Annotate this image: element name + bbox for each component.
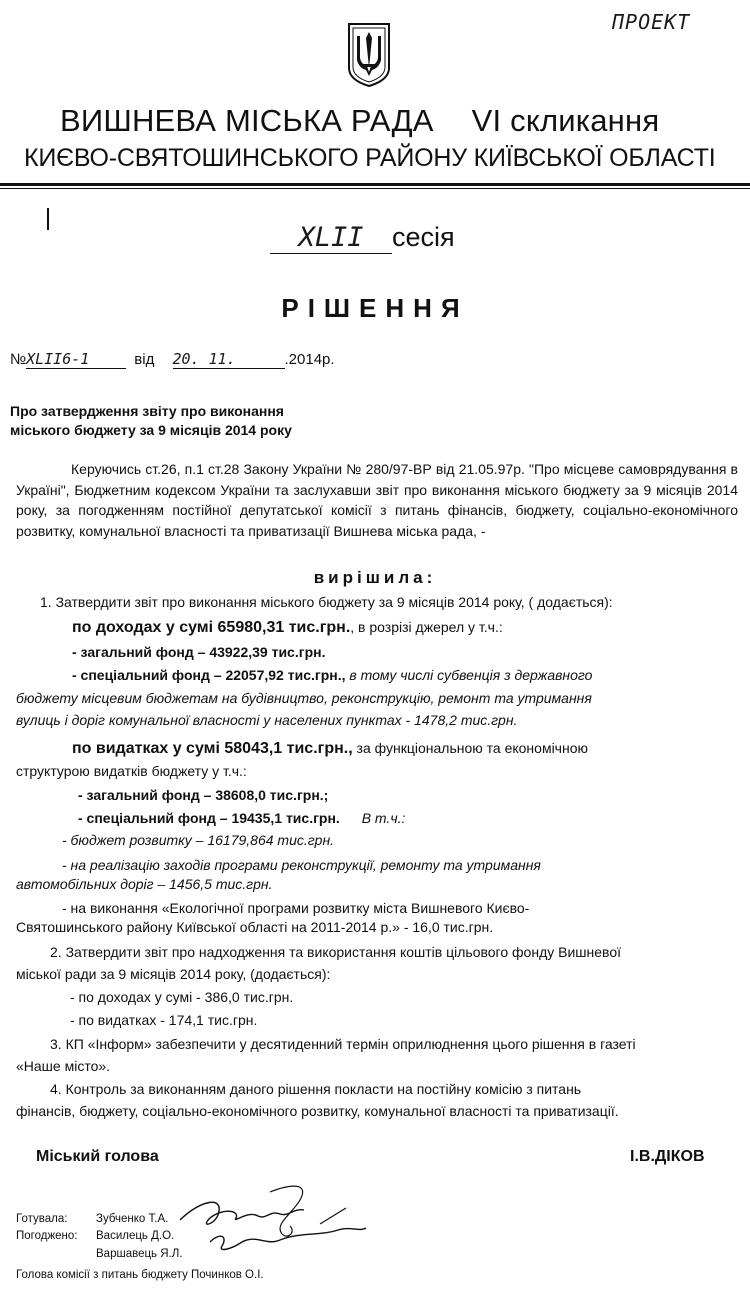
preamble: Керуючись ст.26, п.1 ст.28 Закону України № 280/97-ВР від 21.05.97р. "Про місцеве самоврядування в Україні", Бюджетним кодексом України та заслухавши звіт про виконання міського бюджету за 9 місяців 2014 року, за погодженням постійної депутатської комісії з питань фінансів, бюджету, соціально-економічного розвитку, комунальної власності та приватизації Вишнева міська рада, -	[16, 461, 738, 539]
roads-program	[16, 855, 738, 876]
agreed-label: Погоджено:	[16, 1230, 78, 1242]
session-label: сесія	[392, 222, 455, 252]
item-3-b: «Наше місто».	[16, 1058, 111, 1074]
item-4: 4. Контроль за виконанням даного рішення покласти на постійну комісію з питань	[50, 1081, 582, 1097]
income-line	[72, 619, 750, 637]
special-fund-note-2: бюджету місцевим бюджетам на будівництво, реконструкцію, ремонт та утримання	[16, 690, 592, 706]
eco-program-1: - на виконання «Екологічної програми розвитку міста Вишневого Києво-	[62, 900, 530, 916]
expense-general-fund: - загальний фонд – 38608,0 тис.грн.;	[78, 787, 329, 803]
special-fund-note: в тому числі субвенція з державного	[345, 667, 593, 683]
decision-number: XLII6-1	[26, 350, 126, 369]
item-2-b: міської ради за 9 місяців 2014 року, (додається):	[16, 966, 331, 982]
income-general-fund: - загальний фонд – 43922,39 тис.грн.	[72, 644, 326, 660]
number-prefix: №	[10, 351, 27, 368]
resolved-heading: вирішила:	[313, 568, 437, 587]
expense-line	[72, 740, 750, 758]
income-special-fund	[72, 667, 750, 683]
item-1: 1. Затвердити звіт про виконання міського бюджету за 9 місяців 2014 року, ( додається):	[40, 594, 613, 610]
income-total: по доходах у сумі 65980,31 тис.грн.	[72, 619, 351, 636]
mayor-role: Міський голова	[36, 1148, 159, 1165]
council-name: ВИШНЕВА МІСЬКА РАДА	[60, 103, 434, 138]
special-fund-note-3: вулиць і доріг комунальної власності у населених пунктах - 1478,2 тис.грн.	[16, 712, 518, 728]
committee-head: Голова комісії з питань бюджету Починков О.І.	[16, 1269, 264, 1281]
decision-title: РІШЕННЯ	[281, 293, 469, 323]
district-title: КИЄВО-СВЯТОШИНСЬКОГО РАЙОНУ КИЇВСЬКОЇ ОБЛАСТІ	[24, 144, 716, 172]
agreed-name-1: Василець Д.О.	[96, 1230, 175, 1242]
header-rule	[0, 183, 750, 186]
special-fund-total: - спеціальний фонд – 22057,92 тис.грн.,	[72, 667, 346, 683]
decision-date: 20. 11.	[173, 350, 285, 369]
eco-program-2: Святошинського району Київської області на 2011-2014 р.» - 16,0 тис.грн.	[16, 919, 494, 935]
development-budget-text: - бюджет розвитку – 16179,864 тис.грн.	[62, 832, 335, 848]
expense-structure-2: структурою видатків бюджету у т.ч.:	[16, 763, 247, 779]
eco-program	[16, 898, 738, 919]
expense-special-incl: В т.ч.:	[361, 810, 406, 826]
expense-total: по видатках у сумі 58043,1 тис.грн.,	[72, 740, 353, 757]
development-budget	[62, 832, 750, 848]
subject-line-2: міського бюджету за 9 місяців 2014 року	[10, 422, 292, 438]
header-rule-thin	[0, 188, 750, 189]
session-line	[270, 222, 455, 254]
decision-meta	[10, 350, 335, 369]
session-number: XLII	[270, 222, 392, 254]
prepared-name: Зубченко Т.А.	[96, 1213, 169, 1225]
roads-program-1: - на реалізацію заходів програми реконструкції, ремонту та утримання	[62, 857, 541, 873]
from-label: від	[134, 351, 155, 368]
prepared-label: Готувала:	[16, 1213, 68, 1225]
decision-year: .2014р.	[284, 351, 335, 368]
item-4-b: фінансів, бюджету, соціально-економічного розвитку, комунальної власності та приватизації.	[16, 1103, 619, 1119]
item-2: 2. Затвердити звіт про надходження та використання коштів цільового фонду Вишневої	[50, 944, 621, 960]
subject-line-1: Про затвердження звіту про виконання	[10, 403, 284, 419]
draft-stamp: ПРОЕКТ	[612, 10, 691, 34]
item-3: 3. КП «Інформ» забезпечити у десятиденний термін оприлюднення цього рішення в газеті	[50, 1036, 636, 1052]
agreed-name-2: Варшавець Я.Л.	[96, 1248, 183, 1260]
expense-structure: за функціональною та економічною	[352, 740, 588, 756]
item-2-income: - по доходах у сумі - 386,0 тис.грн.	[70, 989, 294, 1005]
roads-program-2: автомобільних доріг – 1456,5 тис.грн.	[16, 876, 273, 892]
coat-of-arms-icon	[346, 22, 392, 88]
council-title	[60, 103, 659, 139]
mayor-name: І.В.ДІКОВ	[630, 1148, 705, 1165]
expense-special-total: - спеціальний фонд – 19435,1 тис.грн.	[78, 810, 340, 826]
income-sources: , в розрізі джерел у т.ч.:	[350, 619, 503, 635]
handwritten-mark	[47, 208, 49, 230]
handwritten-signatures	[170, 1180, 390, 1270]
expense-special-fund	[78, 810, 750, 826]
item-2-expense: - по видатках - 174,1 тис.грн.	[70, 1012, 258, 1028]
convocation: VI скликання	[471, 103, 660, 138]
decision-subject	[10, 402, 292, 440]
